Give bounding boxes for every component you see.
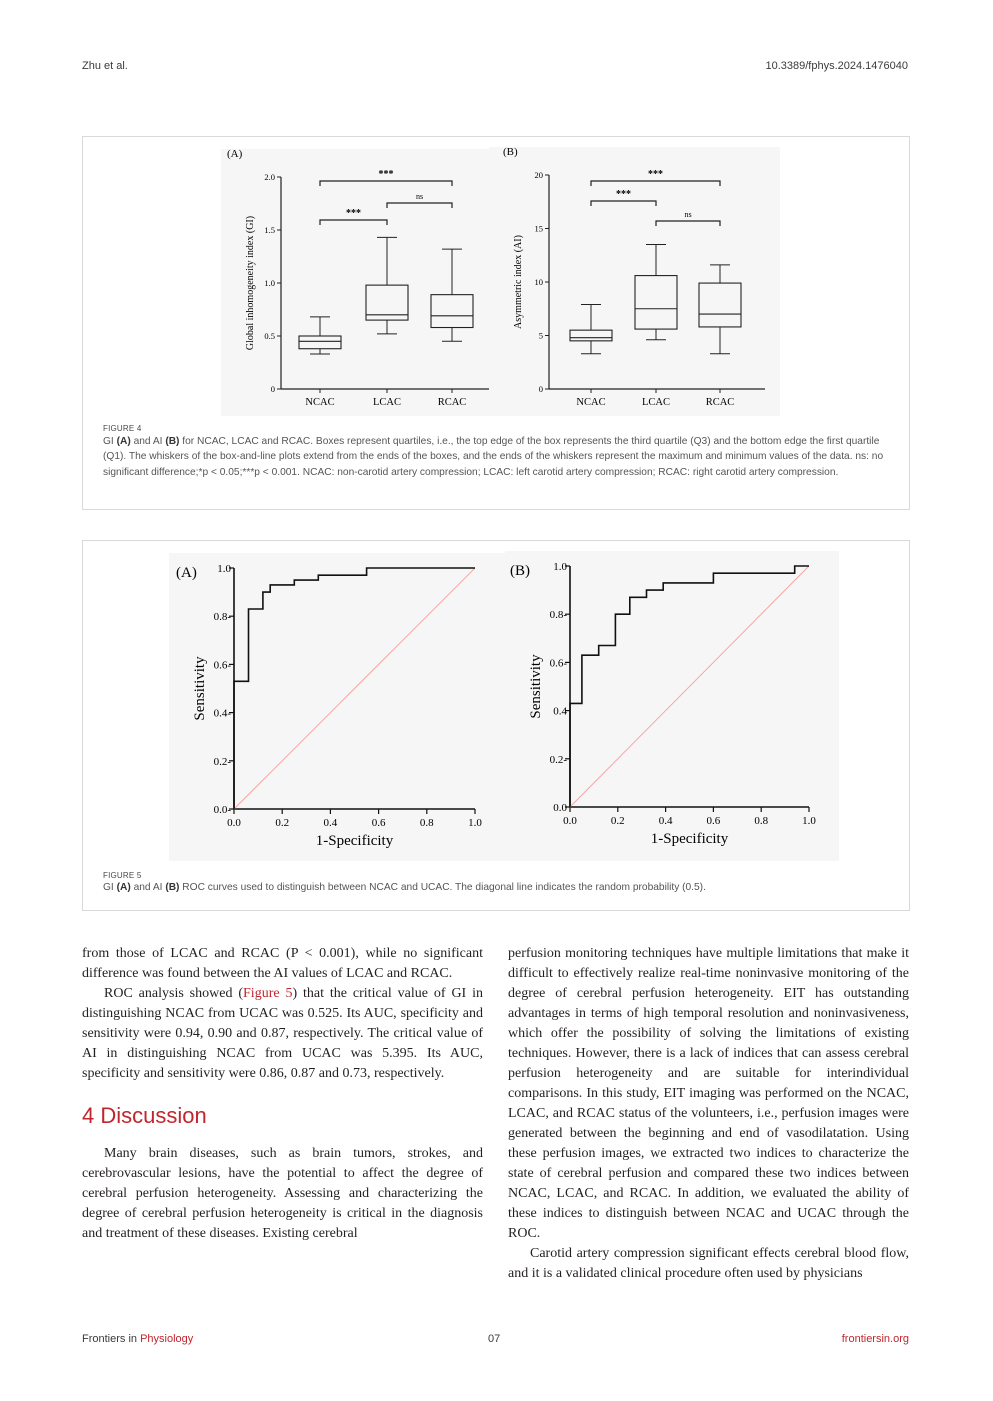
figure-5-caption: GI (A) and AI (B) ROC curves used to distinguish between NCAC and UCAC. The diagonal line indicates the random probability (0.5). — [103, 882, 706, 893]
section-heading: 4 Discussion — [82, 1103, 207, 1128]
doi: 10.3389/fphys.2024.1476040 — [765, 60, 908, 72]
significance-label: *** — [648, 169, 663, 180]
significance-label: ns — [415, 192, 424, 201]
paragraph: Carotid artery compression significant effects cerebral blood flow, and it is a validated clinical procedure often used by physicians — [508, 1246, 909, 1281]
significance-label: *** — [616, 189, 631, 200]
y-tick-label: 0.0- — [213, 804, 231, 816]
y-tick-label: 0.0 — [553, 802, 567, 814]
paragraph: perfusion monitoring techniques have multiple limitations that make it difficult to effectively realize real-time noninvasive monitoring of the degree of cerebral perfusion heterogeneity. EIT has outstanding advantages in terms of high temporal resolution and noninvasiveness, which offer the possibility of solving the limitations of existing techniques. However, there is a lack of indices that can assess cerebral perfusion heterogeneity and are suitable for interindividual comparisons. In this study, EIT imaging was performed on the NCAC, LCAC, and RCAC status of the volunteers, i.e., perfusion images were generated between the beginning and end of vasodilatation. Using these perfusion images, we extracted two indices to characterize the state of cerebral perfusion and compared these two indices between NCAC, LCAC, and RCAC. In addition, we evaluated the ability of these indices to distinguish between NCAC and UCAC through the ROC. — [508, 946, 909, 1241]
y-tick-label: 0.6- — [549, 657, 567, 670]
y-tick-label: 0.2- — [213, 755, 231, 768]
category-label: NCAC — [576, 397, 606, 408]
site-link[interactable]: frontiersin.org — [841, 1333, 909, 1345]
significance-label: *** — [378, 169, 394, 180]
figure-4-boxplots — [83, 137, 909, 417]
x-tick-label: 0.2 — [275, 817, 290, 829]
category-label: RCAC — [437, 397, 467, 408]
paragraph: ROC analysis showed (Figure 5) that the critical value of GI in distinguishing NCAC from UCAC was 0.525. Its AUC, specificity and sensitivity were 0.94, 0.90 and 0.87, respectively. The critical value of AI in distinguishing NCAC from UCAC was 5.395. Its AUC, specificity and sensitivity were 0.86, 0.87 and 0.73, respectively. — [82, 986, 483, 1081]
y-tick-label: 2.0 — [264, 172, 275, 182]
x-tick-label: 0.0 — [563, 815, 577, 827]
figure-4-label: FIGURE 4 — [103, 424, 142, 433]
x-tick-label: 0.4 — [658, 815, 673, 827]
figure-5-label: FIGURE 5 — [103, 871, 142, 880]
x-axis-label: 1-Specificity — [650, 831, 729, 847]
paragraph: Many brain diseases, such as brain tumors, strokes, and cerebrovascular lesions, have the potential to affect the degree of cerebral perfusion heterogeneity. Assessing and characterizing the degree of cerebral perfusion heterogeneity is critical in the diagnosis and treatment of these diseases. Existing cerebral — [82, 1146, 483, 1241]
category-label: NCAC — [305, 397, 335, 408]
significance-label: ns — [684, 210, 692, 219]
y-tick-label: 0.5 — [264, 331, 275, 341]
figure-4-caption: GI (A) and AI (B) for NCAC, LCAC and RCAC. Boxes represent quartiles, i.e., the top edge of the box represents the third quartile (Q3) and the bottom edge the first quartile (Q1). The whiskers of the box-and-line plots extend from the ends of the boxes, and the ends of the whiskers represent the maximum and minimum values of the data. ns: no significant difference;*p < 0.05;***p < 0.001. NCAC: non-carotid artery compression; LCAC: left carotid artery compression; RCAC: right carotid artery compression. — [103, 436, 884, 478]
y-tick-label: 0 — [270, 384, 275, 394]
right-column — [508, 944, 909, 1284]
y-axis-label: Sensitivity — [528, 654, 544, 719]
x-tick-label: 0.4 — [323, 817, 338, 829]
significance-label: *** — [346, 208, 361, 219]
y-axis-label: Asymmetric index (AI) — [513, 235, 524, 329]
x-tick-label: 0.0 — [227, 817, 241, 829]
running-author: Zhu et al. — [82, 60, 128, 72]
y-tick-label: 0.4 — [553, 705, 567, 718]
y-tick-label: 5 — [538, 330, 543, 341]
category-label: LCAC — [641, 397, 671, 408]
y-tick-label: 0.2- — [549, 753, 567, 766]
y-tick-label: 1.5 — [264, 225, 275, 235]
y-tick-label: 1.0 — [264, 278, 275, 288]
y-axis-label: Global inhomogeneity index (GI) — [245, 215, 256, 351]
panel-label: (B) — [503, 146, 518, 158]
y-tick-label: 0.6- — [213, 659, 231, 672]
y-tick-label: 0.8- — [213, 611, 231, 624]
y-tick-label: 20 — [534, 170, 543, 180]
x-tick-label: 0.6 — [706, 815, 721, 827]
x-tick-label: 0.2 — [610, 815, 625, 827]
panel-label: (B) — [510, 563, 530, 579]
figure-5-link[interactable]: Figure 5 — [243, 986, 293, 1001]
x-axis-label: 1-Specificity — [315, 833, 394, 849]
x-tick-label: 1.0 — [802, 815, 816, 827]
y-tick-label: 1.0 — [553, 561, 567, 573]
y-tick-label: 10 — [534, 277, 543, 287]
y-axis-label: Sensitivity — [192, 656, 208, 721]
category-label: RCAC — [705, 397, 735, 408]
journal-name: Frontiers in Physiology — [82, 1333, 194, 1345]
x-tick-label: 1.0 — [468, 817, 482, 829]
paragraph: from those of LCAC and RCAC (P < 0.001), while no significant difference was found between the AI values of LCAC and RCAC. — [82, 946, 483, 981]
panel-label: (A) — [176, 565, 197, 581]
panel-label: (A) — [227, 148, 243, 160]
y-tick-label: 0.8- — [549, 609, 567, 622]
figure-5 — [82, 540, 910, 911]
figure-5-roc-curves — [83, 541, 909, 861]
left-column — [82, 944, 483, 1244]
x-tick-label: 0.6 — [371, 817, 386, 829]
y-tick-label: 0.4- — [213, 707, 231, 720]
y-tick-label: 15 — [534, 223, 543, 234]
figure-4 — [82, 136, 910, 510]
category-label: LCAC — [372, 397, 402, 408]
y-tick-label: 0 — [538, 384, 543, 394]
page-number: 07 — [488, 1333, 501, 1345]
x-tick-label: 0.8 — [754, 815, 769, 827]
y-tick-label: 1.0 — [217, 563, 231, 575]
x-tick-label: 0.8 — [419, 817, 434, 829]
